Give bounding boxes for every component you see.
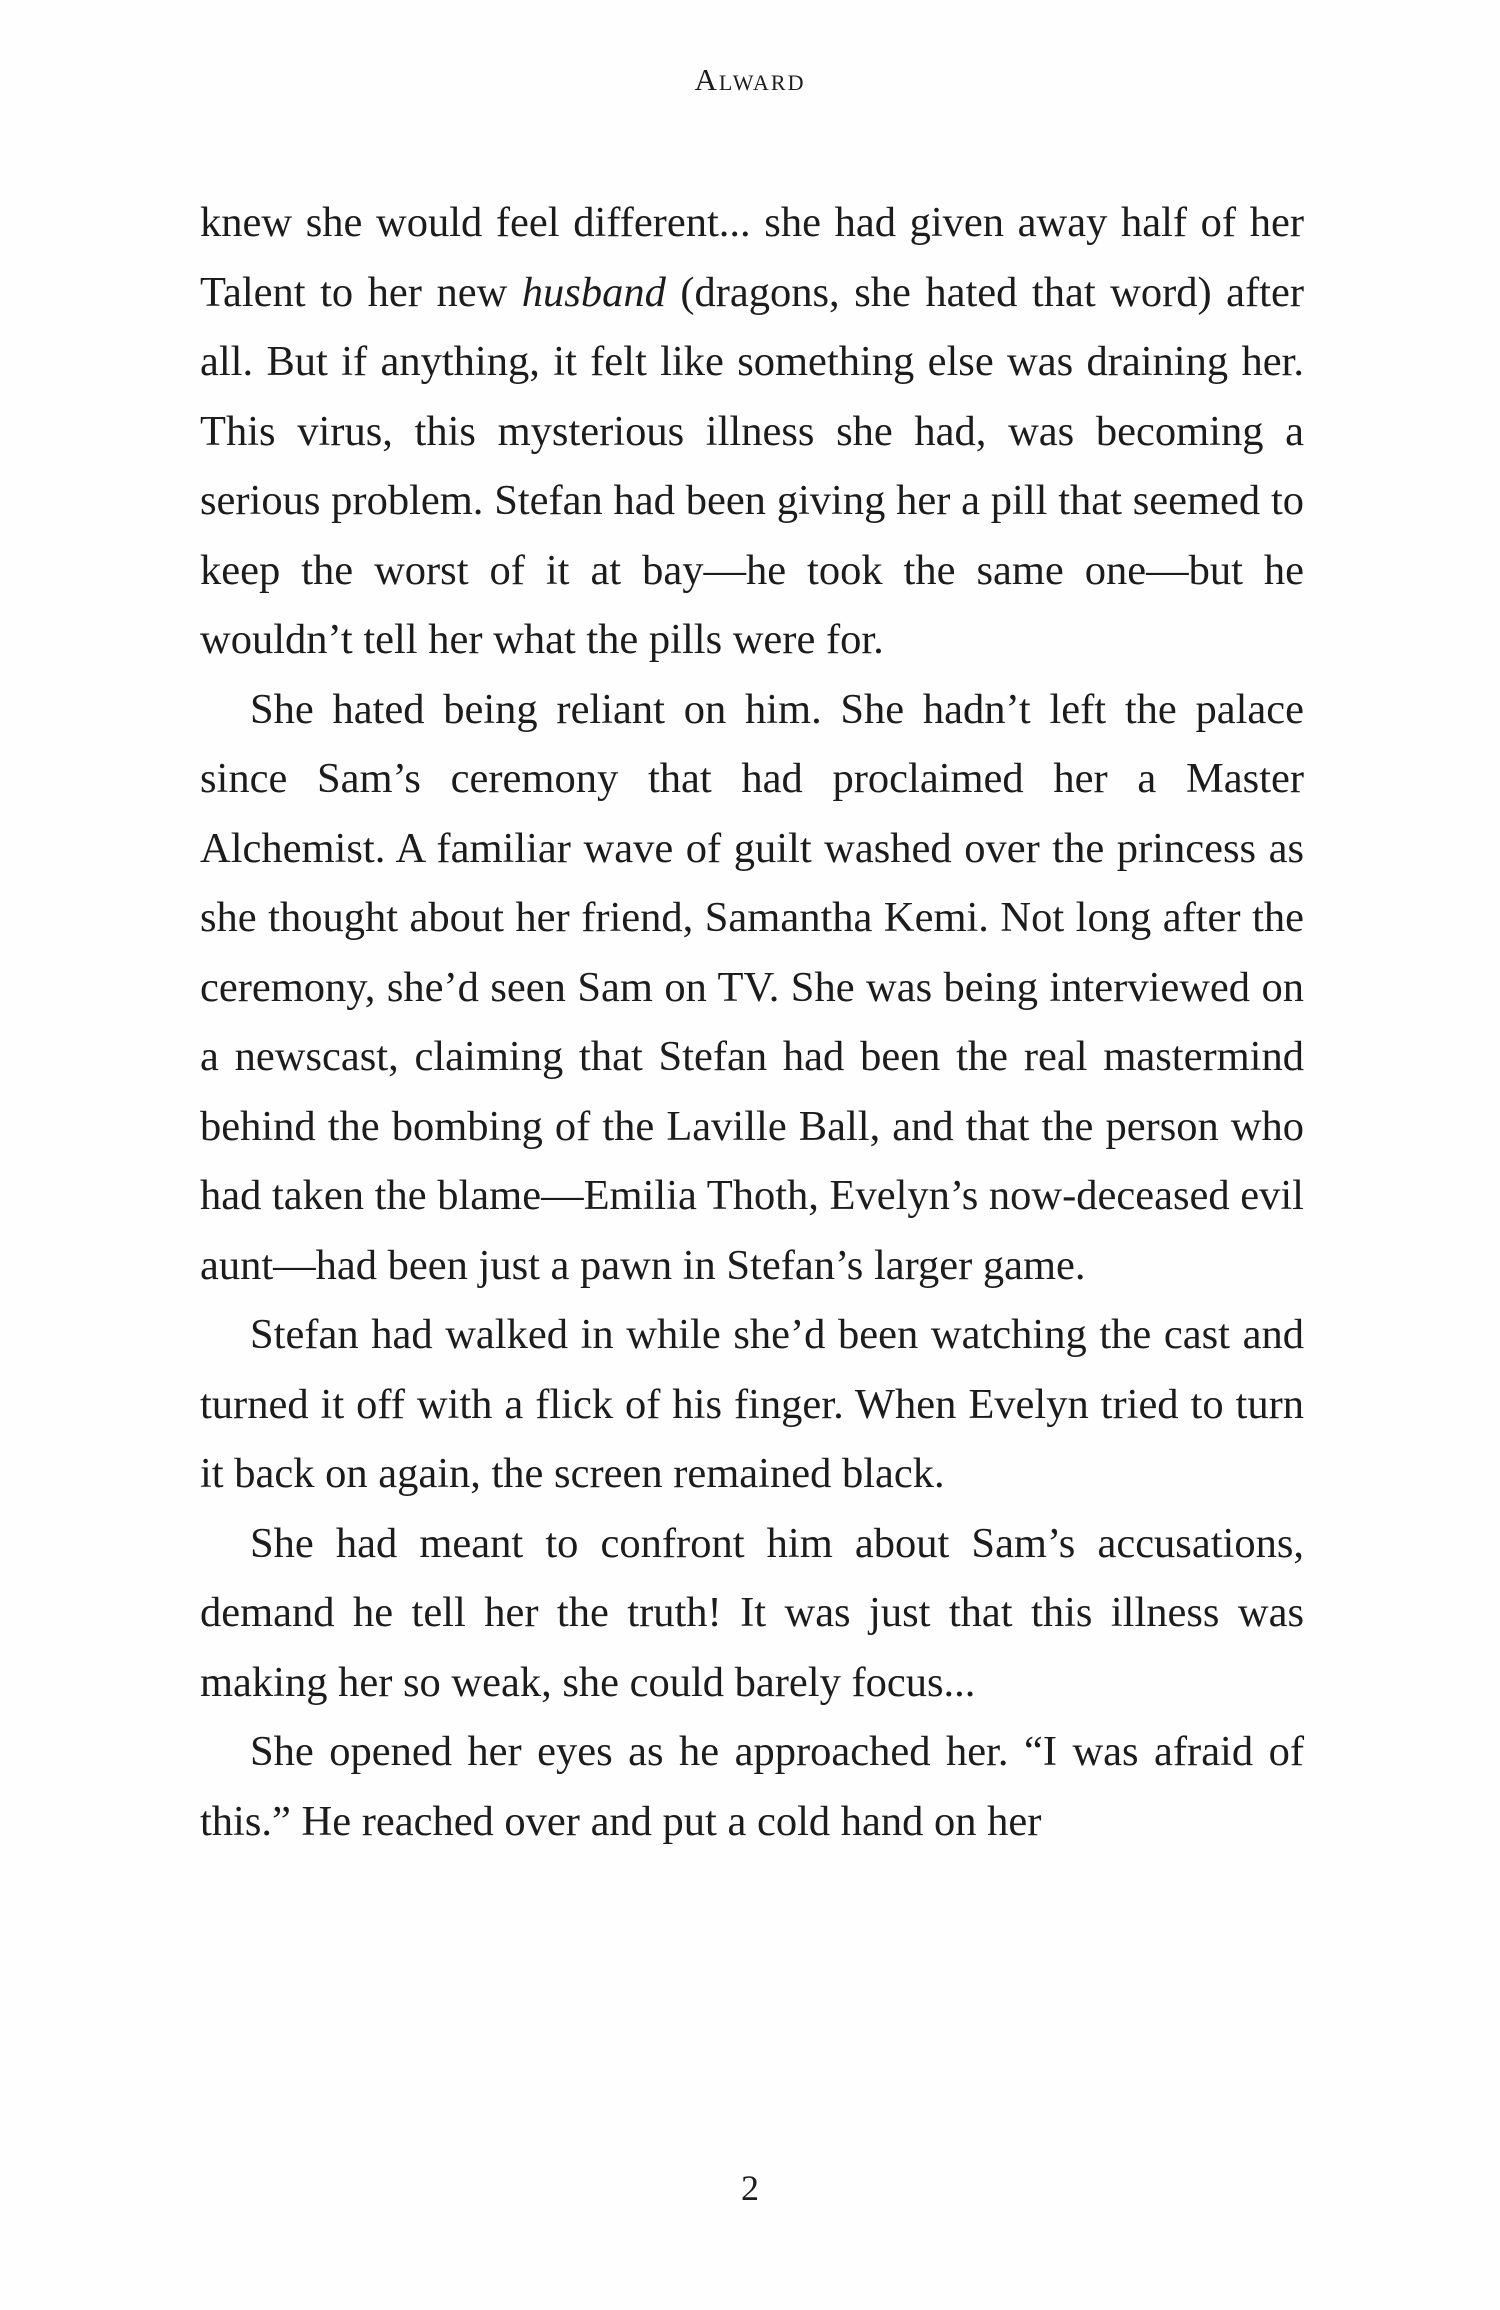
page-number: 2 [741,2168,759,2208]
paragraph-3: Stefan had walked in while she’d been watching the cast and turned it off with a flick of his finger. When Evelyn tried to turn it back on again, the screen remained black. [200,1311,1304,1497]
paragraph-1-text: knew she would feel different... she had given away half of her Talent to her new [200,199,1304,316]
running-head: Alward [694,62,806,97]
body-text [200,188,1304,1856]
paragraph-5: She opened her eyes as he approached her. “I was afraid of this.” He reached over and put a cold hand on her [200,1728,1304,1845]
paragraph-4: She had meant to confront him about Sam’s accusations, demand he tell her the truth! It was just that this illness was making her so weak, she could barely focus... [200,1519,1304,1706]
paragraph-2: She hated being reliant on him. She hadn’t left the palace since Sam’s ceremony that had proclaimed her a Master Alchemist. A familiar wave of guilt washed over the princess as she thought about her friend, Samantha Kemi. Not long after the ceremony, she’d seen Sam on TV. She was being interviewed on a newscast, claiming that Stefan had been the real mastermind behind the bombing of the Laville Ball, and that the person who had taken the blame—Emilia Thoth, Evelyn’s now-deceased evil aunt—had been just a pawn in Stefan’s larger game. [200,685,1304,1289]
paragraph-1-text-continued: (dragons, she hated that word) after all. But if anything, it felt like something else was draining her. This virus, this mysterious illness she had, was becoming a serious problem. Stefan had been giving her a pill that seemed to keep the worst of it at bay—he took the same one—but he wouldn’t tell her what the pills were for. [200,268,1305,663]
paragraph-1-emphasis: husband [521,268,666,316]
paragraph-1 [200,188,1304,675]
